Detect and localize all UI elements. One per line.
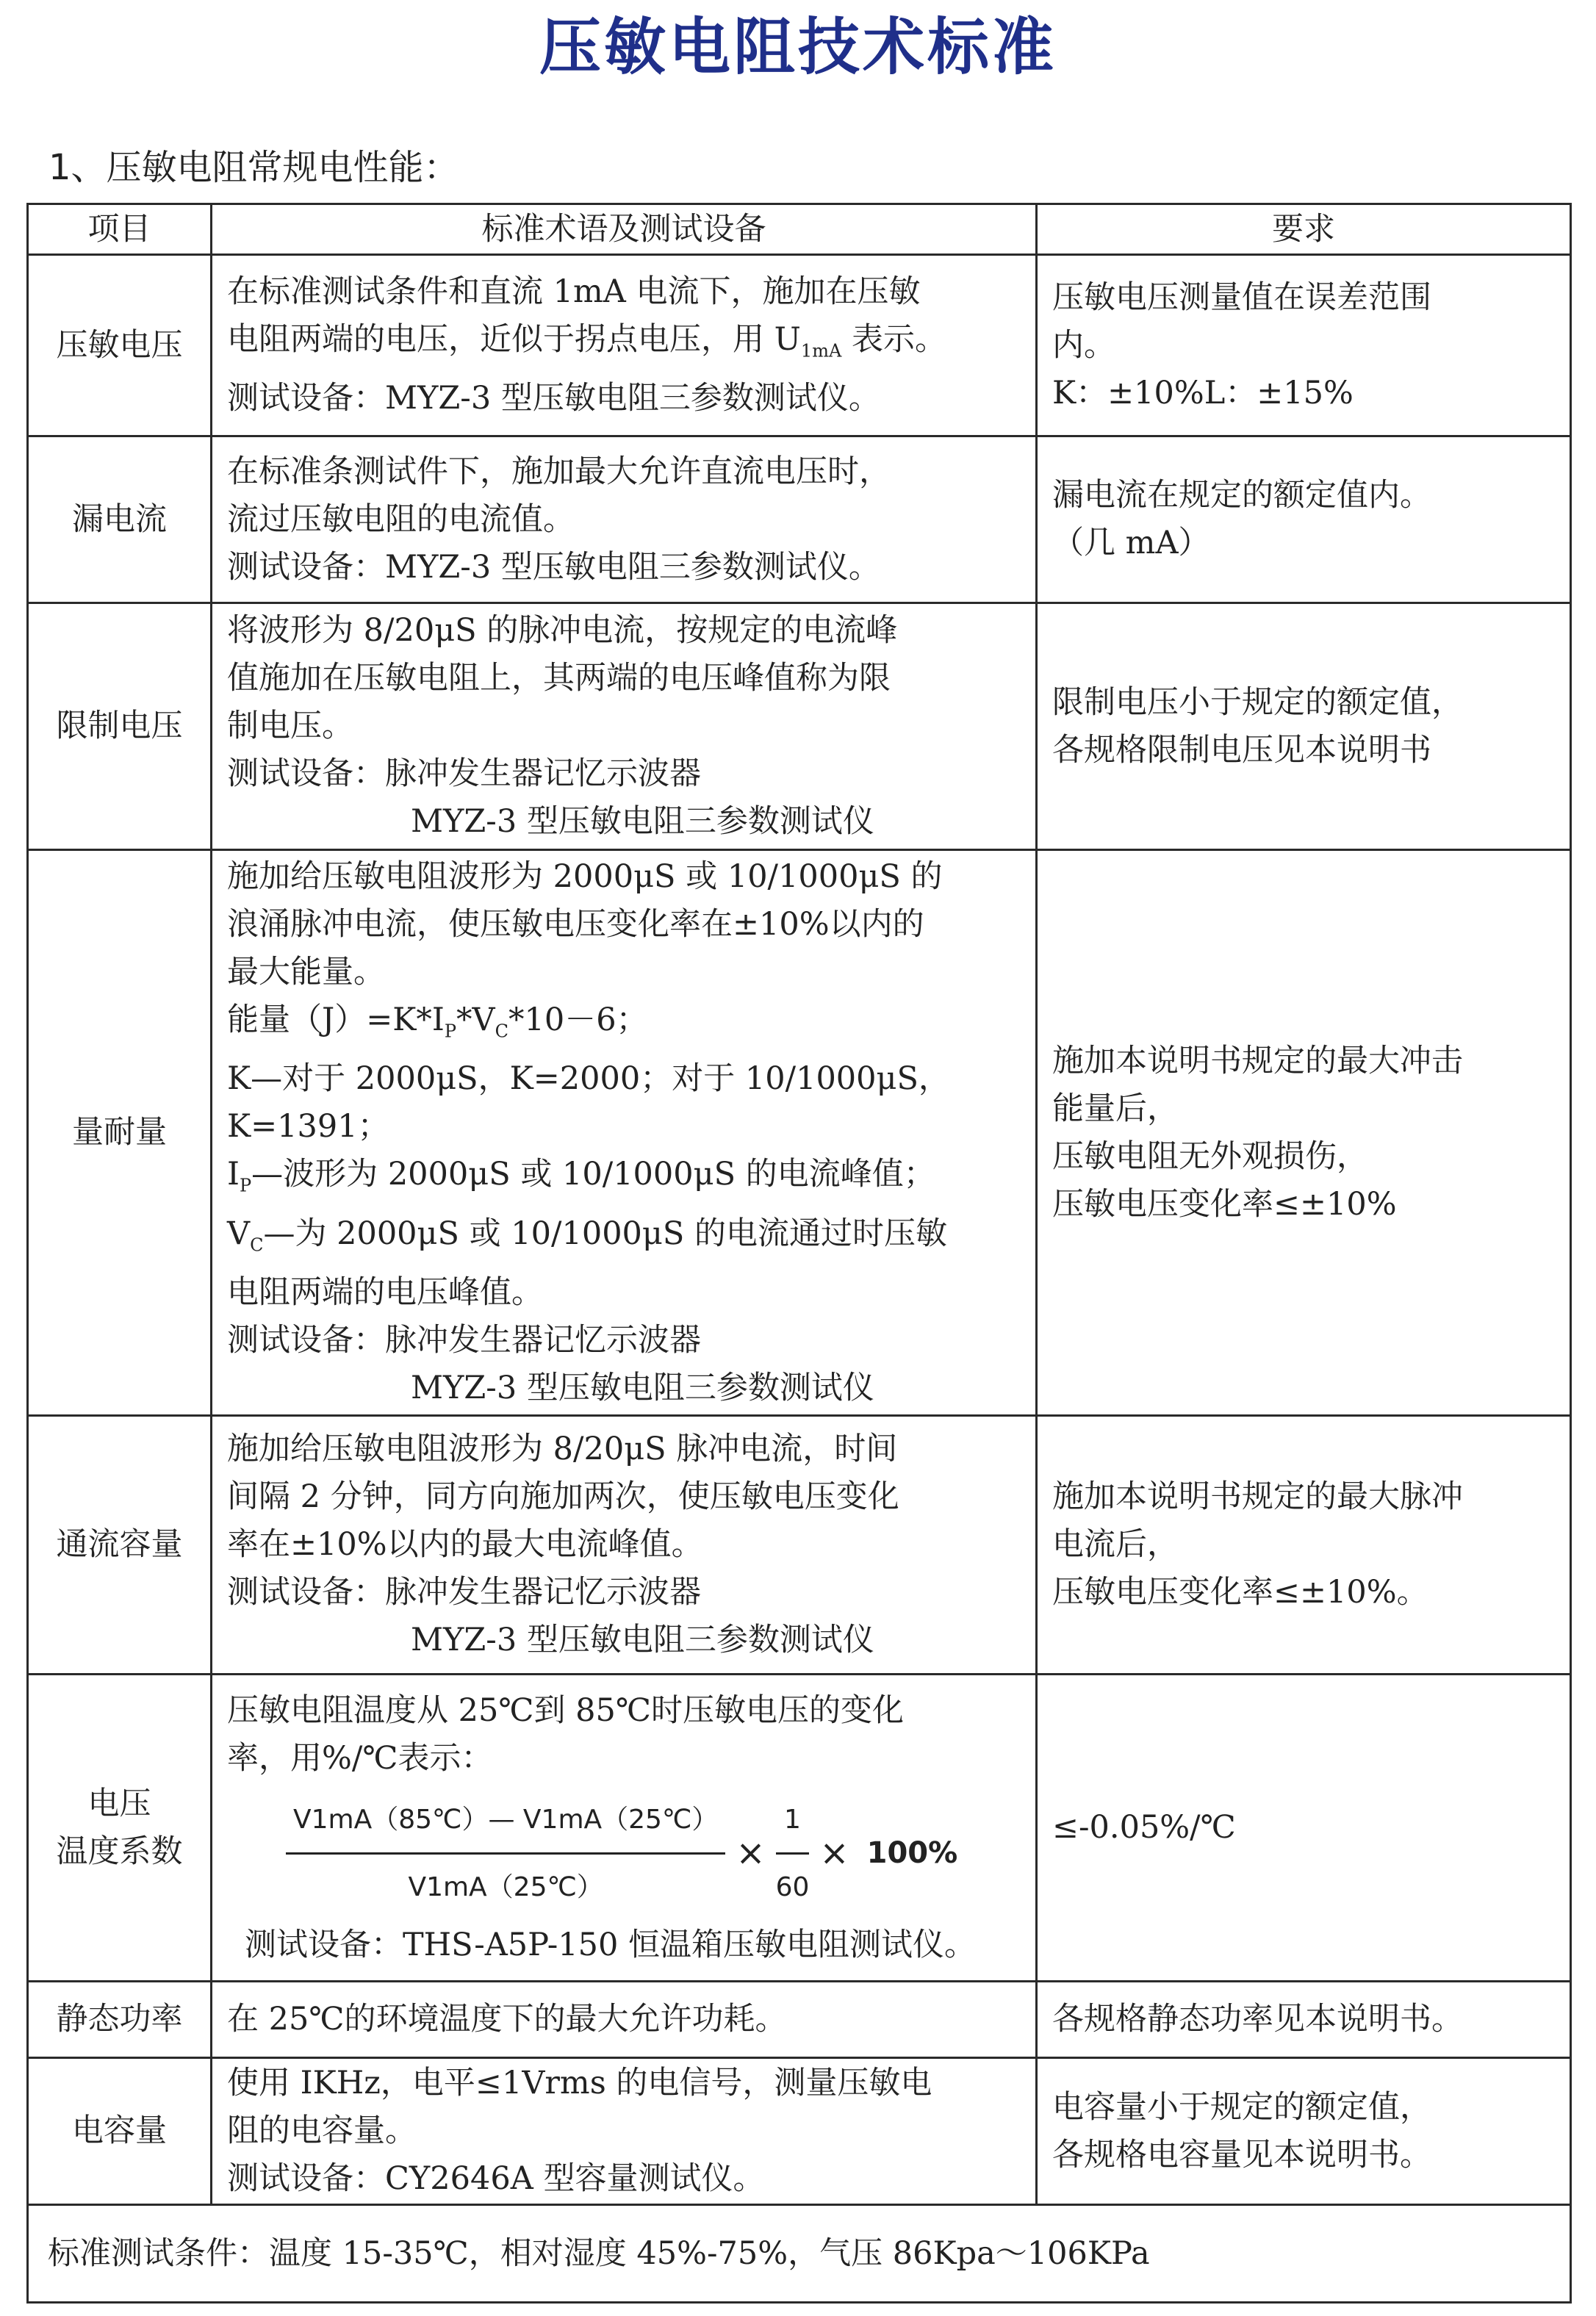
terms-cell: 施加给压敏电阻波形为 8/20μS 脉冲电流，时间 间隔 2 分钟，同方向施加两次，使压敏电压变化 率在±10%以内的最大电流峰值。 测试设备：脉冲发生器记忆示波器 MYZ-3 型压敏电阻三参数测试仪 [212,1416,1037,1675]
header-item: 项目 [28,204,212,255]
formula-fraction: $\frac{V1mA(85℃)— V1mA(25℃)}{V1mA(25℃)}$ [286,1796,725,1911]
requirement-cell: ≤-0.05%/℃ [1037,1675,1571,1982]
terms-cell: 将波形为 8/20μS 的脉冲电流，按规定的电流峰 值施加在压敏电阻上，其两端的电压峰值称为限 制电压。 测试设备：脉冲发生器记忆示波器 MYZ-3 型压敏电阻三参数测试仪 [212,603,1037,850]
terms-cell: 在标准测试条件和直流 1mA 电流下，施加在压敏 电阻两端的电压，近似于拐点电压，用 $U_{1mA}$ 表示。 测试设备：MYZ-3 型压敏电阻三参数测试仪。 [212,255,1037,436]
requirement-cell: 漏电流在规定的额定值内。 （几 mA） [1037,436,1571,603]
item-cell: 通流容量 [28,1416,212,1675]
header-requirements: 要求 [1037,204,1571,255]
table-header-row [28,204,1571,255]
requirement-cell: 限制电压小于规定的额定值， 各规格限制电压见本说明书 [1037,603,1571,850]
requirement-cell: 各规格静态功率见本说明书。 [1037,1982,1571,2058]
item-cell: 压敏电压 [28,255,212,436]
item-cell: 量耐量 [28,850,212,1416]
table-row [28,1982,1571,2058]
table-row [28,2058,1571,2205]
page-title: 压敏电阻技术标准 [539,11,1057,83]
table-row [28,436,1571,603]
table-row [28,603,1571,850]
test-conditions: 标准测试条件：温度 15-35℃，相对湿度 45%-75%，气压 86Kpa～106KPa [28,2205,1571,2303]
formula-fraction-small: $\frac{1}{60}$ [775,1804,810,1902]
requirement-cell: 压敏电压测量值在误差范围 内。 K：±10%L：±15% [1037,255,1571,436]
item-cell: 漏电流 [28,436,212,603]
table-row [28,850,1571,1416]
terms-cell: 使用 IKHz，电平≤1Vrms 的电信号，测量压敏电 阻的电容量。 测试设备：CY2646A 型容量测试仪。 [212,2058,1037,2205]
table-row [28,255,1571,436]
requirement-cell: 施加本说明书规定的最大脉冲 电流后， 压敏电压变化率≤±10%。 [1037,1416,1571,1675]
table-footer-row [28,2205,1571,2303]
requirement-cell: 电容量小于规定的额定值， 各规格电容量见本说明书。 [1037,2058,1571,2205]
section-heading: 1、压敏电阻常规电性能： [48,147,459,188]
table-row [28,1675,1571,1982]
terms-cell: 压敏电阻温度从 25℃到 85℃时压敏电压的变化 率，用%/℃表示： $\frac{V1mA(85℃)— V1mA(25℃)}{V1mA(25℃)}$ × $\frac{1}{60}$ × 100% 测试设备：THS-A5P-150 恒温箱压敏电阻测试仪。 [212,1675,1037,1982]
temperature-coefficient-formula: $\frac{V1mA(85℃)— V1mA(25℃)}{V1mA(25℃)}$ × $\frac{1}{60}$ × 100% [227,1783,1021,1921]
requirement-cell: 施加本说明书规定的最大冲击 能量后， 压敏电阻无外观损伤， 压敏电压变化率≤±10% [1037,850,1571,1416]
item-cell: 静态功率 [28,1982,212,2058]
header-terms: 标准术语及测试设备 [212,204,1037,255]
item-cell: 电容量 [28,2058,212,2205]
terms-cell: 在 25℃的环境温度下的最大允许功耗。 [212,1982,1037,2058]
item-cell: 限制电压 [28,603,212,850]
terms-cell: 施加给压敏电阻波形为 2000μS 或 10/1000μS 的 浪涌脉冲电流，使压敏电压变化率在±10%以内的 最大能量。 能量$(J)=K*I_P*V_C*10-6$； K—对于 2000μS，K=2000；对于 10/1000μS， K=1391； $I_P—$波形为 2000μS 或 10/1000μS 的电流峰值； $V_C—$为 2000μS 或 10/1000μS 的电流通过时压敏 电阻两端的电压峰值。 测试设备：脉冲发生器记忆示波器 MYZ-3 型压敏电阻三参数测试仪 [212,850,1037,1416]
table-row [28,1416,1571,1675]
item-cell: 电压 温度系数 [28,1675,212,1982]
spec-table [26,203,1572,2304]
terms-cell: 在标准条测试件下，施加最大允许直流电压时， 流过压敏电阻的电流值。 测试设备：MYZ-3 型压敏电阻三参数测试仪。 [212,436,1037,603]
